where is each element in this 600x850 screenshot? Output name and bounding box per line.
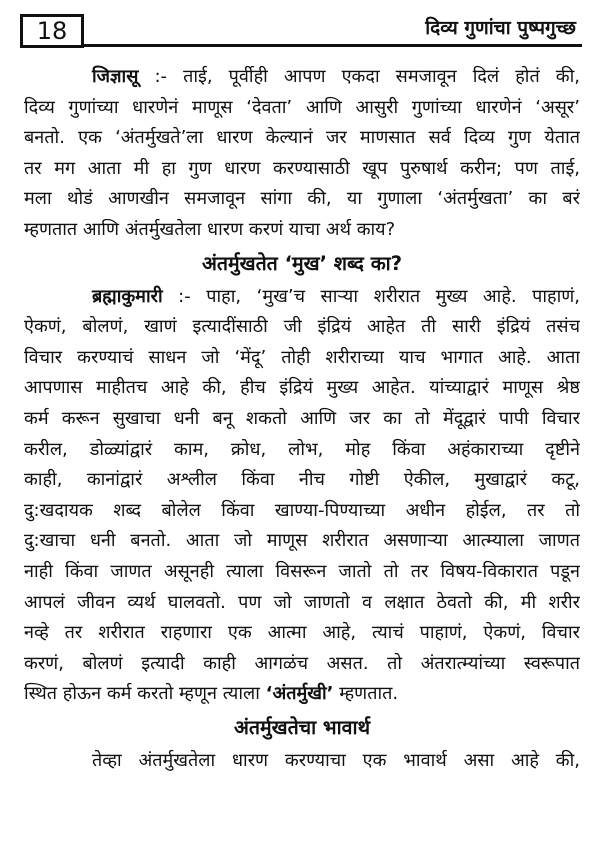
paragraph-line: जिज्ञासू :- ताई, पूर्वीही आपण एकदा समजावून दिलं होतं की,	[92, 66, 580, 87]
paragraph-jidnyasu	[24, 62, 580, 246]
section-heading: अंतर्मुखतेचा भावार्थ	[233, 715, 371, 739]
paragraph-line: दु:खदायक शब्द बोलेल किंवा खाण्या-पिण्याच्या अधीन होईल, तर तो	[24, 499, 580, 521]
paragraph-line: ऐकणं, बोलणं, खाणं इत्यादींसाठी जी इंद्रियं आहेत ती सारी इंद्रियं तसंच	[24, 316, 580, 338]
paragraph-line: करणं, बोलणं इत्यादी काही आगळंच असत. तो अंतरात्म्यांच्या स्वरूपात	[24, 652, 580, 674]
paragraph-bhavarth	[24, 746, 580, 777]
paragraph-line: म्हणतात आणि अंतर्मुखतेला धारण करणं याचा अर्थ काय?	[24, 218, 396, 240]
section-heading: अंतर्मुखतेत ‘मुख’ शब्द का?	[201, 251, 403, 275]
paragraph-line: विचार करण्याचं साधन जो ‘मेंदू’ तोही शरीराच्या याच भागात आहे. आता	[24, 346, 580, 368]
paragraph-line: करील, डोळ्यांद्वारं काम, क्रोध, लोभ, मोह किंवा अहंकाराच्या दृष्टीने	[24, 438, 580, 460]
paragraph-line: नव्हे तर शरीरात राहणारा एक आत्मा आहे, त्याचं पाहाणं, ऐकणं, विचार	[24, 622, 580, 644]
paragraph-line: बनतो. एक ‘अंतर्मुखते’ला धारण केल्यानं जर माणसात सर्व दिव्य गुण येतात	[24, 127, 580, 149]
header-rule	[84, 44, 582, 47]
paragraph-line: दिव्य गुणांच्या धारणेनं माणूस ‘देवता’ आणि आसुरी गुणांच्या धारणेनं ‘असूर’	[24, 96, 580, 118]
page-number-box	[20, 14, 84, 48]
paragraph-line: कर्म करून सुखाचा धनी बनू शकतो आणि जर का तो मेंदूद्वारं पापी विचार	[24, 407, 580, 429]
speaker-label: ब्रह्माकुमारी	[92, 285, 163, 307]
page-number: 18	[36, 17, 68, 45]
page-body	[24, 62, 580, 776]
paragraph-line: आपणास माहीतच आहे की, हीच इंद्रियं मुख्य आहेत. यांच्याद्वारं माणूस श्रेष्ठ	[24, 377, 580, 399]
paragraph-line: तेव्हा अंतर्मुखतेला धारण करण्याचा एक भावार्थ असा आहे की,	[92, 749, 580, 771]
bold-term: ‘अंतर्मुखी’	[265, 683, 334, 705]
paragraph-line: आपलं जीवन व्यर्थ घालवतो. पण जो जाणतो व लक्षात ठेवतो की, मी शरीर	[24, 591, 580, 613]
running-title: दिव्य गुणांचा पुष्पगुच्छ	[425, 17, 576, 39]
paragraph-brahmakumari	[24, 282, 580, 710]
page-header	[0, 0, 600, 52]
paragraph-line: ब्रह्माकुमारी :- पाहा, ‘मुख’च साऱ्या शरीरात मुख्य आहे. पाहाणं,	[92, 285, 580, 307]
speaker-label: जिज्ञासू	[92, 66, 139, 87]
paragraph-line: नाही किंवा जाणत असूनही त्याला विसरून जातो तो तर विषय-विकारात पडून	[24, 560, 580, 582]
paragraph-line: मला थोडं आणखीन समजावून सांगा की, या गुणाला ‘अंतर्मुखता’ का बरं	[24, 188, 580, 210]
paragraph-line: दु:खाचा धनी बनतो. आता जो माणूस शरीरात असणाऱ्या आत्म्याला जाणत	[24, 530, 580, 552]
paragraph-line: स्थित होऊन कर्म करतो म्हणून त्याला ‘अंतर्मुखी’ म्हणतात.	[24, 683, 399, 705]
paragraph-line: काही, कानांद्वारं अश्लील किंवा नीच गोष्टी ऐकील, मुखाद्वारं कटू,	[24, 469, 580, 491]
paragraph-line: तर मग आता मी हा गुण धारण करण्यासाठी खूप पुरुषार्थ करीन; पण ताई,	[24, 157, 580, 179]
